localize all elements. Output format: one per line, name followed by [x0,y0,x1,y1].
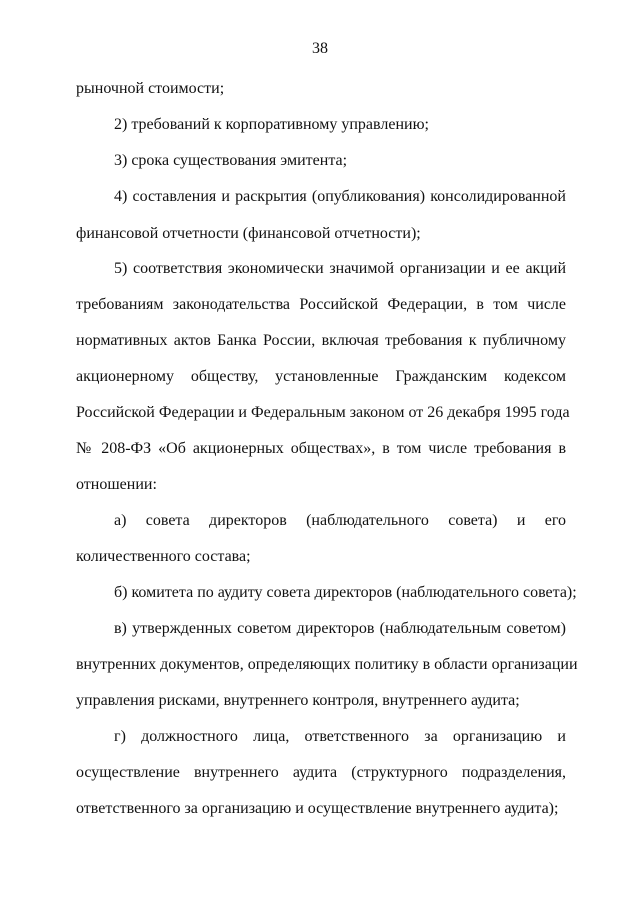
text-line: в) утвержденных советом директоров (наблюдательным советом) [114,620,566,637]
text-line: акционерному обществу, установленные Гражданским кодексом [76,368,566,385]
text-line: требованиям законодательства Российской Федерации, в том числе [76,296,566,313]
text-line: 4) составления и раскрытия (опубликования) консолидированной [114,188,566,205]
text-line: ответственного за организацию и осуществление внутреннего аудита); [76,800,559,817]
text-line: нормативных актов Банка России, включая требования к публичному [76,332,566,349]
text-line: количественного состава; [76,548,251,565]
text-line: осуществление внутреннего аудита (структурного подразделения, [76,764,566,781]
text-line: внутренних документов, определяющих политику в области организации [76,656,578,673]
text-line: 5) соответствия экономически значимой организации и ее акций [114,260,566,277]
text-line: 2) требований к корпоративному управлению; [114,116,429,133]
text-line: 3) срока существования эмитента; [114,152,348,169]
page-number: 38 [312,40,328,57]
text-line: финансовой отчетности (финансовой отчетности); [76,225,421,242]
text-line: отношении: [76,476,157,493]
text-line: рыночной стоимости; [76,80,225,97]
text-line: управления рисками, внутреннего контроля, внутреннего аудита; [76,692,520,709]
text-line: № 208-ФЗ «Об акционерных обществах», в том числе требования в [76,440,566,457]
text-line: г) должностного лица, ответственного за организацию и [114,728,566,745]
text-line: б) комитета по аудиту совета директоров (наблюдательного совета); [114,584,577,601]
text-line: Российской Федерации и Федеральным законом от 26 декабря 1995 года [76,404,570,421]
text-line: а) совета директоров (наблюдательного совета) и его [114,512,566,529]
